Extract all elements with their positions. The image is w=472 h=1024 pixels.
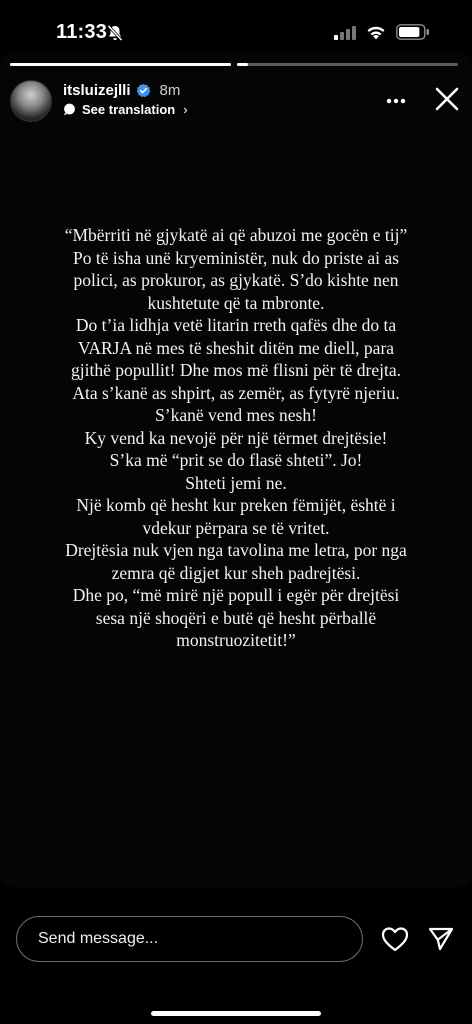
more-options-icon[interactable] xyxy=(385,90,407,112)
bell-muted-icon xyxy=(106,24,124,42)
post-time: 8m xyxy=(159,82,181,99)
story-text-line: S’kanë vend mes nesh! xyxy=(155,405,317,425)
story-text-line: “Mbërriti në gjykatë ai që abuzoi me gocën e tij” xyxy=(64,225,408,245)
verified-badge-icon xyxy=(136,83,151,98)
story-header xyxy=(10,78,462,126)
story-text-line: Ata s’kanë as shpirt, as zemër, as fytyrë njeriu. xyxy=(72,382,400,403)
see-translation-link[interactable] xyxy=(63,102,188,117)
story-text-line: Do t’ia lidhja vetë litarin rreth qafës dhe do ta xyxy=(75,315,397,335)
send-message-input[interactable] xyxy=(16,916,363,962)
story-text-line: Një komb që hesht kur preken fëmijët, është i xyxy=(76,495,396,515)
story-text-line: polici, as prokuror, as gjykatë. S’do kishte nen xyxy=(73,270,399,290)
story-text-line: sesa një shoqëri e butë që hesht përballë xyxy=(95,607,377,628)
status-time: 11:33 xyxy=(56,21,108,43)
see-translation-label: See translation xyxy=(82,102,176,117)
send-direct-icon[interactable] xyxy=(427,925,455,953)
story-text-line: monstruozitetit!” xyxy=(176,630,296,650)
story-text-line: VARJA në mes të sheshit ditën me diell, para xyxy=(77,337,395,358)
story-text-line: S’ka më “prit se do flasë shteti”. Jo! xyxy=(109,450,363,470)
cellular-signal-icon xyxy=(334,26,358,40)
story-text-line: zemra që digjet kur sheh padrejtësi. xyxy=(111,562,361,583)
status-bar xyxy=(0,0,472,60)
translate-bubble-icon xyxy=(63,103,76,116)
avatar[interactable] xyxy=(10,80,52,122)
story-viewer[interactable] xyxy=(0,53,472,887)
wifi-icon xyxy=(366,24,386,40)
battery-icon xyxy=(396,24,430,40)
story-progress-segment-1 xyxy=(10,63,231,66)
story-progress-segment-2 xyxy=(237,63,458,66)
story-text-line: Drejtësia nuk vjen nga tavolina me letra, por nga xyxy=(65,540,407,560)
home-indicator[interactable] xyxy=(151,1011,321,1016)
story-text xyxy=(18,224,454,652)
heart-like-icon[interactable] xyxy=(381,926,409,952)
chevron-right-icon: › xyxy=(183,102,188,117)
story-text-line: kushtetute që ta mbronte. xyxy=(147,292,325,313)
username[interactable]: itsluizejlli xyxy=(63,82,131,99)
story-text-line: Po të isha unë kryeministër, nuk do priste ai as xyxy=(73,247,399,268)
story-text-line: Ky vend ka nevojë për një tërmet drejtësie! xyxy=(84,427,388,448)
username-row xyxy=(63,82,180,99)
story-text-line: vdekur përpara se të vritet. xyxy=(142,517,330,538)
story-text-line: Dhe po, “më mirë një popull i egër për drejtësi xyxy=(72,585,400,605)
close-icon[interactable] xyxy=(434,86,460,112)
reply-bar xyxy=(0,900,472,980)
story-text-line: gjithë popullit! Dhe mos më flisni për të drejta. xyxy=(71,360,401,380)
story-text-line: Shteti jemi ne. xyxy=(185,472,287,493)
